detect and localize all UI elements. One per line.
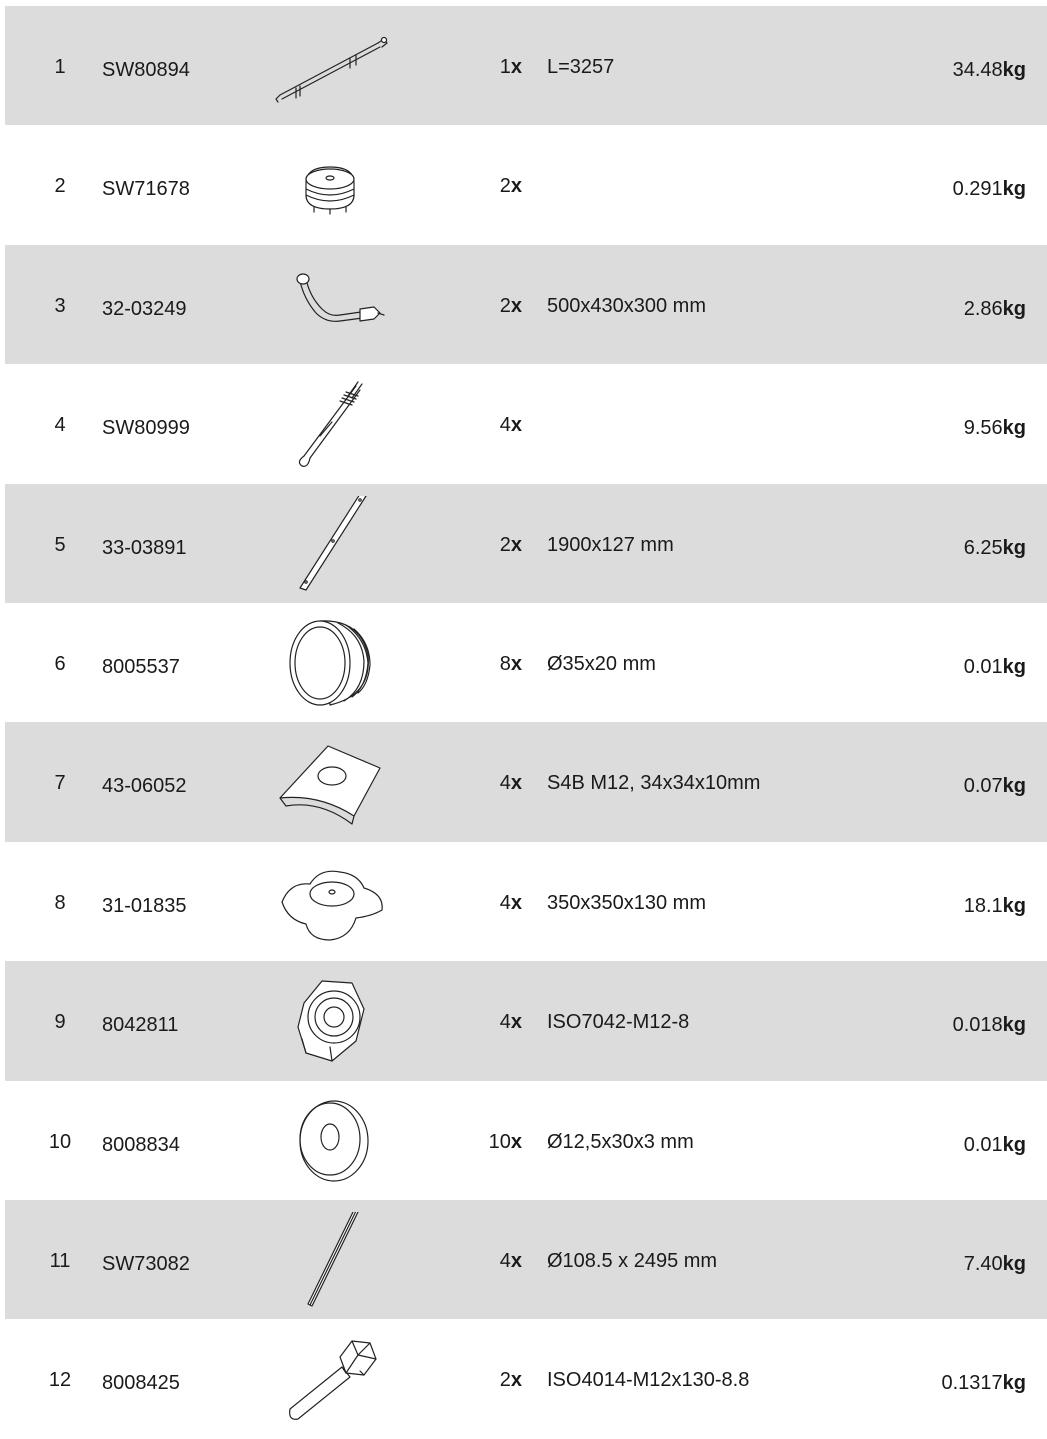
part-quantity: 4x [499,772,522,795]
part-weight: 0.018kg [952,1014,1026,1037]
part-weight: 18.1kg [963,894,1026,917]
part-row [5,6,1047,125]
part-weight: 2.86kg [963,297,1026,320]
part-row [5,1081,1047,1200]
part-description: ISO4014-M12x130-8.8 [547,1369,750,1392]
part-code: 8042811 [102,1014,179,1037]
star-base-icon [260,854,400,949]
part-row [5,722,1047,841]
part-number: 12 [48,1369,72,1392]
part-number: 2 [54,175,66,198]
part-weight: 0.01kg [963,655,1026,678]
part-row [5,1200,1047,1319]
part-description: S4B M12, 34x34x10mm [547,772,761,795]
round-washer-icon [260,1093,400,1188]
part-quantity: 8x [499,652,522,675]
part-description: Ø12,5x30x3 mm [547,1130,694,1153]
part-weight: 0.1317kg [941,1372,1026,1395]
part-description: Ø108.5 x 2495 mm [547,1249,718,1272]
part-code: 8005537 [102,655,180,678]
part-description: 1900x127 mm [547,533,674,556]
part-row [5,603,1047,722]
part-quantity: 2x [499,175,522,198]
part-row [5,364,1047,483]
part-code: SW80999 [102,417,190,440]
part-code: 33-03891 [102,536,187,559]
flat-bar-icon [260,496,400,591]
hex-nut-icon [260,973,400,1068]
hex-bolt-icon [260,1331,400,1426]
spring-lever-icon [260,376,400,471]
part-weight: 9.56kg [963,417,1026,440]
part-number: 3 [54,294,66,317]
part-description: 350x350x130 mm [547,891,706,914]
part-code: 32-03249 [102,297,187,320]
part-quantity: 1x [499,56,522,78]
part-quantity: 2x [499,294,522,317]
part-description: L=3257 [547,56,615,78]
part-row [5,484,1047,603]
part-number: 8 [54,891,66,914]
part-code: SW80894 [102,59,190,81]
part-row [5,245,1047,364]
part-weight: 0.291kg [952,178,1026,201]
part-number: 9 [54,1011,66,1034]
part-row [5,842,1047,961]
part-weight: 34.48kg [952,59,1026,81]
part-quantity: 4x [499,1249,522,1272]
part-row [5,961,1047,1080]
part-quantity: 2x [499,533,522,556]
round-cap-icon [260,137,400,232]
part-quantity: 4x [499,1011,522,1034]
part-number: 4 [54,414,66,437]
part-code: 31-01835 [102,894,187,917]
part-number: 7 [54,772,66,795]
part-quantity: 2x [499,1369,522,1392]
part-code: 8008425 [102,1372,180,1395]
part-description: 500x430x300 mm [547,294,706,317]
part-row [5,125,1047,244]
part-number: 11 [49,1249,71,1272]
part-quantity: 10x [488,1130,522,1153]
ribbed-plug-icon [260,615,400,710]
long-tube-icon [260,1212,400,1307]
square-washer-icon [260,734,400,829]
part-code: 8008834 [102,1133,180,1156]
part-number: 10 [48,1130,72,1153]
part-code: SW71678 [102,178,190,201]
parts-list [5,6,1047,1439]
part-quantity: 4x [499,414,522,437]
part-number: 5 [54,533,66,556]
rod-with-hooks-icon [260,18,400,113]
part-code: 43-06052 [102,775,187,798]
part-weight: 6.25kg [963,536,1026,559]
part-weight: 7.40kg [963,1252,1026,1275]
curved-arm-icon [260,257,400,352]
part-description: ISO7042-M12-8 [547,1011,690,1034]
part-weight: 0.07kg [963,775,1026,798]
part-weight: 0.01kg [963,1133,1026,1156]
part-row [5,1319,1047,1438]
part-number: 1 [54,56,66,78]
part-number: 6 [54,652,66,675]
part-quantity: 4x [499,891,522,914]
part-description: Ø35x20 mm [547,652,656,675]
part-code: SW73082 [102,1252,190,1275]
